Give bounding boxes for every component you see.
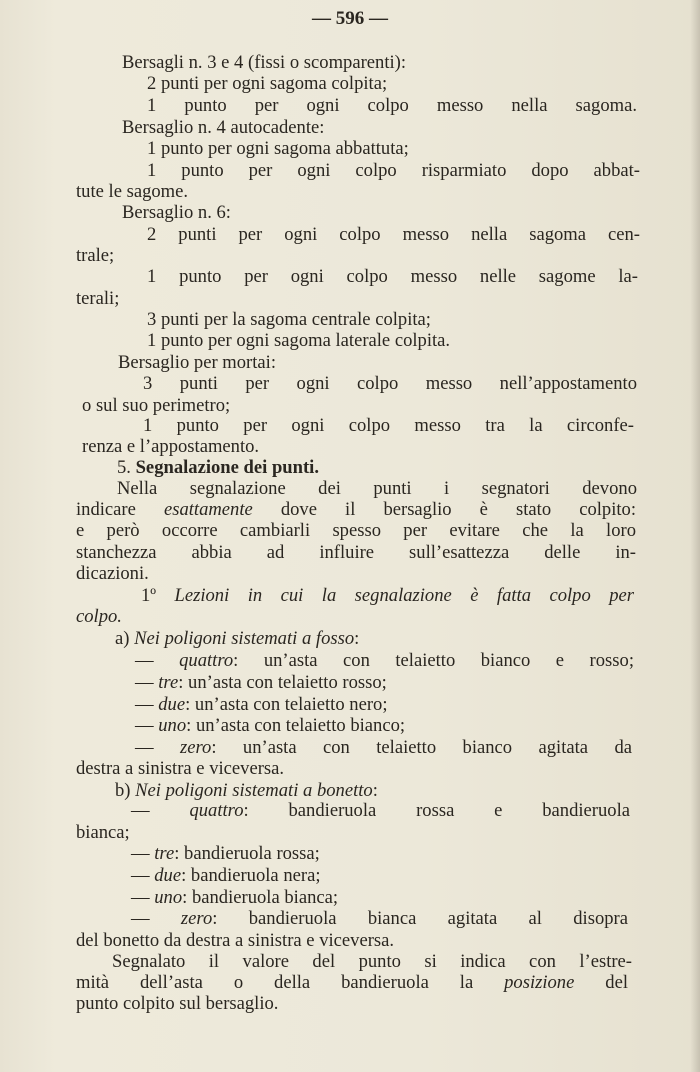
text-line — [147, 266, 638, 288]
line-text: dove il bersaglio è stato colpito: — [252, 499, 636, 520]
line-text: : bandieruola nera; — [181, 865, 321, 886]
bold-text: Segnalazione dei punti. — [135, 457, 319, 478]
line-text: stanchezza abbia ad influire sull’esattezza delle in- — [76, 542, 636, 563]
text-line — [131, 887, 338, 909]
text-line — [76, 606, 122, 628]
text-line — [115, 780, 378, 802]
text-line — [122, 52, 406, 74]
text-line — [117, 457, 319, 479]
text-line — [147, 330, 450, 352]
line-text: : un’asta con telaietto bianco e rosso; — [233, 650, 634, 671]
line-text: 1 punto per ogni sagoma laterale colpita. — [147, 330, 451, 351]
page-number: — 596 — — [312, 8, 388, 29]
line-text: mità dell’asta o della bandieruola la — [76, 972, 505, 993]
italic-text: colpo. — [76, 606, 122, 627]
line-text: indicare — [76, 499, 164, 520]
line-text: del — [574, 972, 628, 993]
text-line — [131, 865, 321, 887]
text-line — [76, 288, 119, 310]
text-line — [135, 672, 387, 694]
text-line — [76, 563, 149, 585]
text-line — [147, 309, 431, 331]
text-line — [76, 245, 114, 267]
italic-text: uno — [154, 887, 183, 908]
text-line — [76, 993, 278, 1015]
line-text: a) — [115, 628, 135, 649]
line-text: — — [131, 843, 155, 864]
text-line — [76, 972, 628, 994]
italic-text: due — [154, 865, 182, 886]
line-text: : un’asta con telaietto bianco; — [186, 715, 406, 736]
text-line — [118, 352, 276, 374]
text-line — [76, 930, 394, 952]
text-line — [135, 715, 405, 737]
line-text: : bandieruola rossa e bandieruola — [243, 800, 630, 821]
text-line — [147, 95, 637, 117]
line-text: — — [135, 650, 180, 671]
text-line — [76, 758, 284, 780]
line-text: tute le sagome. — [76, 181, 189, 202]
line-text: o sul suo perimetro; — [82, 395, 231, 416]
line-text: : — [354, 628, 360, 649]
line-text: — — [135, 694, 159, 715]
line-text: 3 punti per ogni colpo messo nell’appostamento — [143, 373, 637, 394]
line-text: : bandieruola bianca agitata al disopra — [212, 908, 629, 929]
line-text: : — [372, 780, 378, 801]
text-line — [76, 520, 636, 542]
line-text: 1 punto per ogni colpo messo tra la circonfe- — [143, 415, 634, 436]
italic-text: uno — [158, 715, 187, 736]
italic-text: quattro — [189, 800, 244, 821]
text-line — [82, 395, 230, 417]
line-text: : un’asta con telaietto rosso; — [178, 672, 387, 693]
line-text: bianca; — [76, 822, 130, 843]
line-text: — — [131, 887, 155, 908]
line-text: 2 punti per ogni sagoma colpita; — [147, 73, 388, 94]
page-edge-shadow — [690, 0, 700, 1072]
line-text: del bonetto da destra a sinistra e viceversa. — [76, 930, 395, 951]
italic-text: zero — [180, 908, 213, 929]
text-line — [122, 117, 324, 139]
text-line — [122, 202, 231, 224]
text-line — [131, 800, 630, 822]
italic-text: due — [158, 694, 186, 715]
line-text: Bersaglio per mortai: — [118, 352, 277, 373]
text-line — [143, 415, 634, 437]
line-text: Nella segnalazione dei punti i segnatori devono — [117, 478, 637, 499]
text-line — [112, 951, 632, 973]
text-line — [82, 436, 259, 458]
italic-text: esattamente — [163, 499, 253, 520]
text-line — [135, 694, 388, 716]
line-text: renza e l’appostamento. — [82, 436, 260, 457]
line-text: 1 punto per ogni sagoma abbattuta; — [147, 138, 409, 159]
italic-text: zero — [180, 737, 212, 758]
line-text: : un’asta con telaietto nero; — [185, 694, 388, 715]
line-text: — — [131, 865, 155, 886]
italic-text: tre — [158, 672, 179, 693]
italic-text: Nei poligoni sistemati a fosso — [134, 628, 355, 649]
text-line — [147, 160, 640, 182]
line-text: — — [131, 800, 190, 821]
text-line — [143, 373, 637, 395]
line-text: Bersaglio n. 6: — [122, 202, 231, 223]
text-line — [147, 138, 409, 160]
line-text: terali; — [76, 288, 120, 309]
line-text: Bersagli n. 3 e 4 (fissi o scomparenti): — [122, 52, 407, 73]
line-text: 5. — [117, 457, 136, 478]
text-line — [117, 478, 637, 500]
line-text: Bersaglio n. 4 autocadente: — [122, 117, 325, 138]
text-line — [76, 822, 130, 844]
text-line — [76, 181, 188, 203]
text-line — [76, 499, 636, 521]
italic-text: posizione — [504, 972, 575, 993]
text-line — [131, 908, 628, 930]
text-line — [147, 73, 387, 95]
line-text: dicazioni. — [76, 563, 149, 584]
line-text: — — [135, 737, 180, 758]
line-text: trale; — [76, 245, 115, 266]
line-text: b) — [115, 780, 136, 801]
italic-text: quattro — [179, 650, 234, 671]
text-line — [141, 585, 634, 607]
text-line — [135, 737, 632, 759]
line-text: : un’asta con telaietto bianco agitata da — [211, 737, 632, 758]
italic-text: Lezioni in cui la segnalazione è fatta colpo per — [174, 585, 634, 606]
text-line — [115, 628, 359, 650]
line-text: — — [131, 908, 181, 929]
line-text: e però occorre cambiarli spesso per evitare che la loro — [76, 520, 636, 541]
line-text: 1 punto per ogni colpo messo nelle sagome la- — [147, 266, 638, 287]
line-text: : bandieruola bianca; — [182, 887, 339, 908]
line-text: 1º — [141, 585, 175, 606]
text-line — [131, 843, 320, 865]
text-line — [135, 650, 634, 672]
line-text: 1 punto per ogni colpo messo nella sagoma. — [147, 95, 637, 116]
line-text: punto colpito sul bersaglio. — [76, 993, 279, 1014]
italic-text: tre — [154, 843, 175, 864]
line-text: 2 punti per ogni colpo messo nella sagoma cen- — [147, 224, 640, 245]
line-text: 1 punto per ogni colpo risparmiato dopo abbat- — [147, 160, 640, 181]
line-text: 3 punti per la sagoma centrale colpita; — [147, 309, 431, 330]
text-line — [147, 224, 640, 246]
line-text: : bandieruola rossa; — [174, 843, 320, 864]
line-text: — — [135, 715, 159, 736]
line-text: — — [135, 672, 159, 693]
line-text: Segnalato il valore del punto si indica con l’estre- — [112, 951, 632, 972]
text-line — [76, 542, 636, 564]
line-text: destra a sinistra e viceversa. — [76, 758, 285, 779]
italic-text: Nei poligoni sistemati a bonetto — [135, 780, 373, 801]
